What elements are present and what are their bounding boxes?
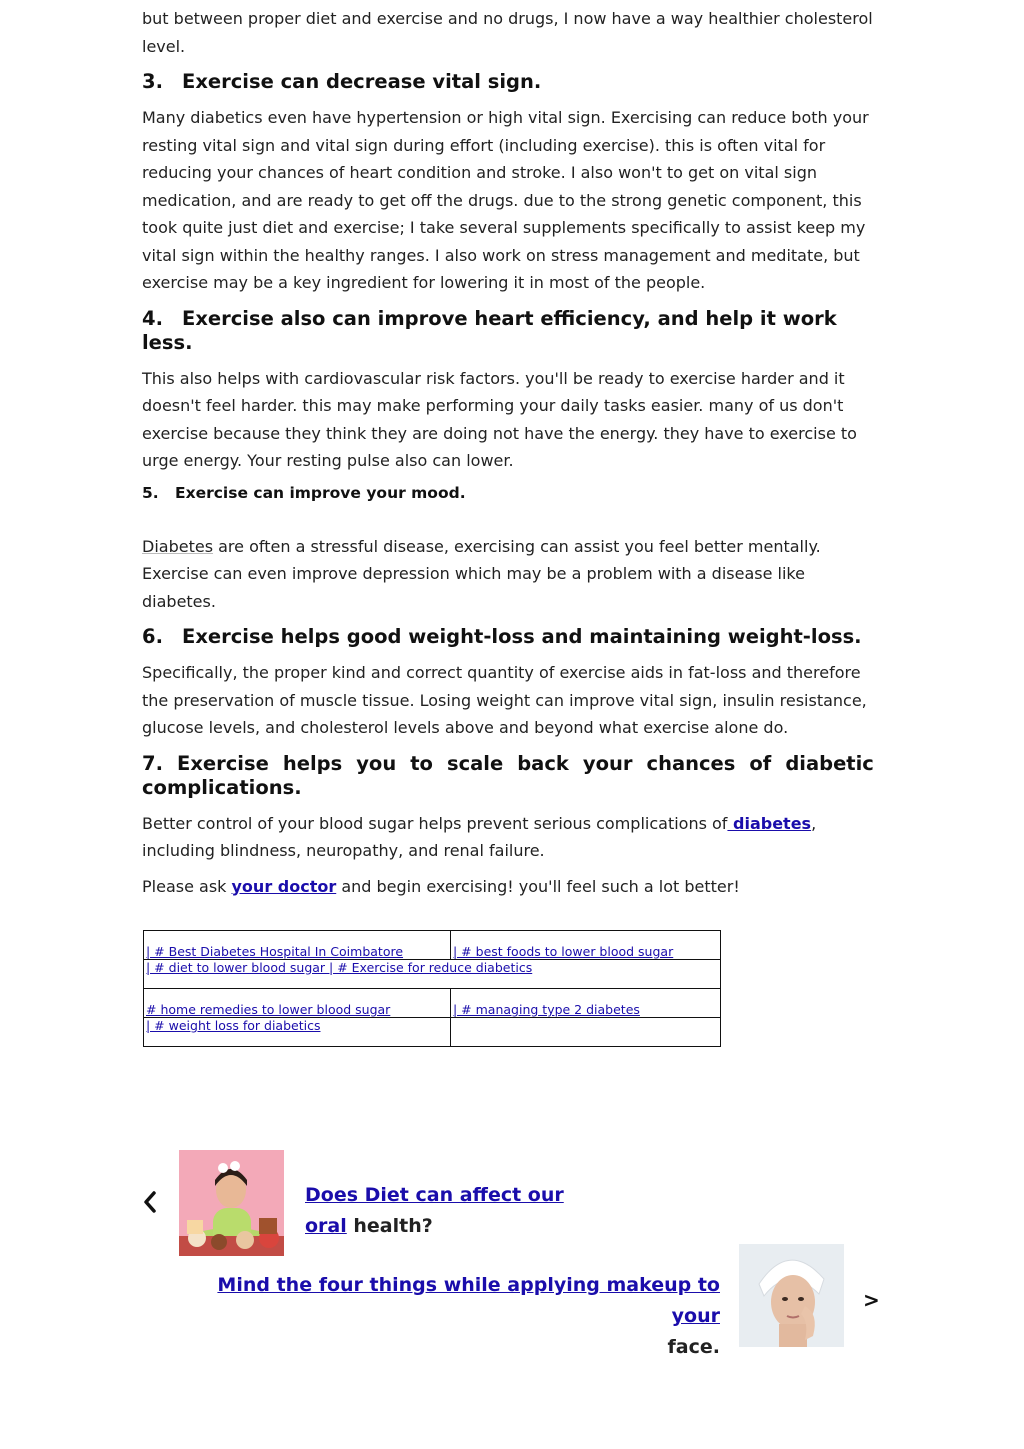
section-5-body: Diabetes are often a stressful disease, exercising can assist you feel better mentally. Exercise can even improve depression which may be a problem with a disease like diabetes.: [142, 536, 821, 611]
section-7-heading: 7. Exercise helps you to scale back your chances of diabetic complications.: [142, 751, 874, 799]
section-6-heading: 6. Exercise helps good weight-loss and maintaining weight-loss.: [142, 625, 862, 648]
section-3-body: Many diabetics even have hypertension or high vital sign. Exercising can reduce both your resting vital sign and vital sign during effort (including exercise). this is often vital for reducing your chances of heart condition and stroke. I also won't to get on vital sign medication, and are ready to get off the drugs. due to the strong genetic component, this took quite just diet and exercise; I take several supplements specifically to assist keep my vital sign within the healthy ranges. I also work on stress management and meditate, but exercise may be a key ingredient for lowering it in most of the people.: [142, 108, 869, 292]
prev-post-title: Does Diet can affect our oral health?: [305, 1184, 564, 1237]
article-body: [142, 0, 874, 900]
chevron-left-icon[interactable]: [141, 1190, 159, 1214]
tag-home-remedies[interactable]: # home remedies to lower blood sugar: [146, 1002, 391, 1017]
tag-best-diabetes-hospital[interactable]: | # Best Diabetes Hospital In Coimbatore: [146, 944, 404, 959]
tag-weight-loss[interactable]: | # weight loss for diabetics: [146, 1018, 321, 1033]
tag-managing-type-2[interactable]: | # managing type 2 diabetes: [453, 1002, 640, 1017]
tag-best-foods[interactable]: | # best foods to lower blood sugar: [453, 944, 674, 959]
diabetes-word: Diabetes: [142, 536, 214, 556]
prev-post-link[interactable]: Does Diet can affect our oral: [305, 1184, 564, 1237]
section-3-heading: 3. Exercise can decrease vital sign.: [142, 70, 542, 93]
prev-post-thumbnail[interactable]: [179, 1150, 284, 1256]
next-arrow-icon[interactable]: >: [863, 1288, 880, 1312]
next-post-title: Mind the four things while applying makeup to your face.: [217, 1274, 720, 1358]
next-post-thumbnail[interactable]: [739, 1244, 844, 1347]
section-4-heading: 4. Exercise also can improve heart efficiency, and help it work less.: [142, 306, 837, 354]
intro-line: but between proper diet and exercise and no drugs, I now have a way healthier cholesterol level.: [142, 9, 873, 56]
diabetes-link[interactable]: diabetes: [727, 813, 812, 833]
tags-table: [143, 930, 721, 1047]
section-5-heading: 5. Exercise can improve your mood.: [142, 483, 466, 502]
closing-line: Please ask your doctor and begin exercising! you'll feel such a lot better!: [142, 876, 740, 896]
tag-diet-and-exercise[interactable]: | # diet to lower blood sugar | # Exercise for reduce diabetics: [146, 960, 533, 975]
next-post-link[interactable]: Mind the four things while applying makeup to your: [217, 1274, 720, 1327]
section-7-body: Better control of your blood sugar helps prevent serious complications of diabetes, including blindness, neuropathy, and renal failure.: [142, 813, 817, 860]
section-4-body: This also helps with cardiovascular risk factors. you'll be ready to exercise harder and it doesn't feel harder. this may make performing your daily tasks easier. many of us don't exercise because they think they are doing not have the energy. they have to exercise to urge energy. Your resting pulse also can lower.: [142, 368, 857, 470]
section-6-body: Specifically, the proper kind and correct quantity of exercise aids in fat-loss and therefore the preservation of muscle tissue. Losing weight can improve vital sign, insulin resistance, glucose levels, and cholesterol levels above and beyond what exercise alone do.: [142, 663, 867, 737]
your-doctor-link[interactable]: your doctor: [231, 876, 337, 896]
